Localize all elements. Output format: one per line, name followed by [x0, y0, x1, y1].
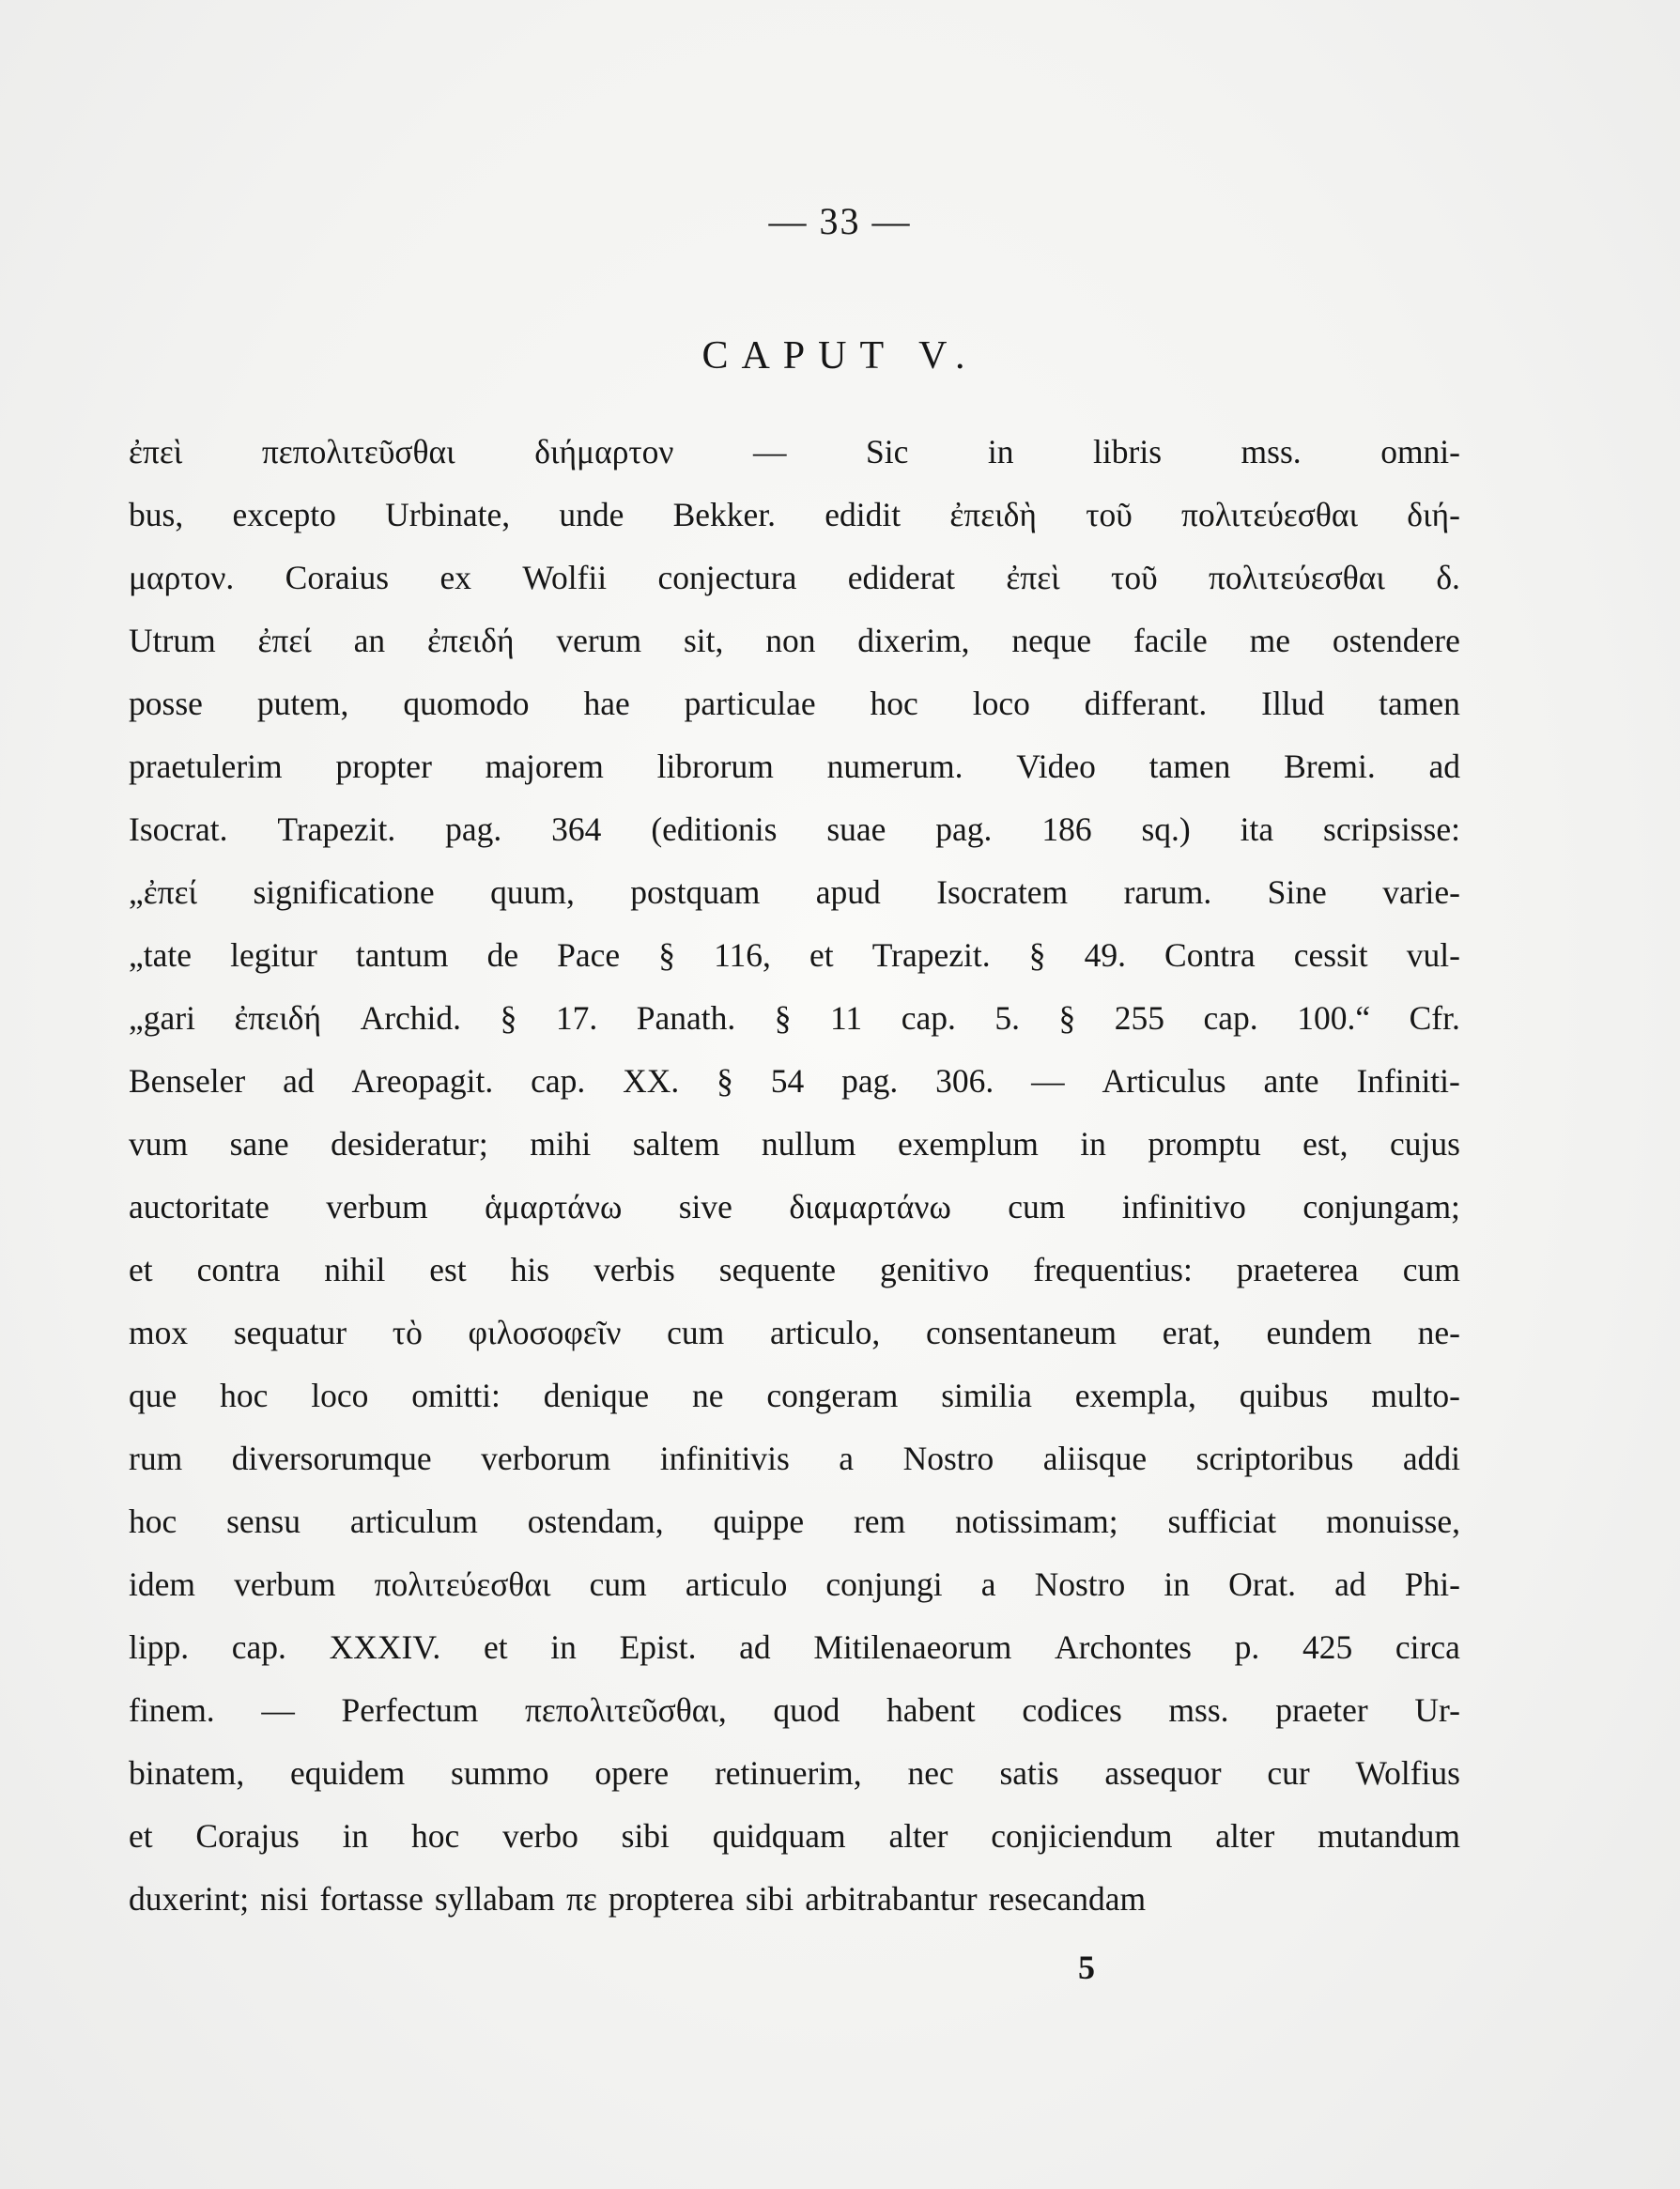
text-line: que hoc loco omitti: denique ne congeram similia exempla, quibus multo-	[129, 1377, 1460, 1414]
text-line: et contra nihil est his verbis sequente genitivo frequentius: praeterea cum	[129, 1251, 1460, 1288]
text-line: et Corajus in hoc verbo sibi quidquam alter conjiciendum alter mutandum	[129, 1817, 1460, 1855]
text-line: duxerint; nisi fortasse syllabam πε propterea sibi arbitrabantur resecandam	[129, 1880, 1147, 1918]
text-line: bus, excepto Urbinate, unde Bekker. edidit ἐπειδὴ τοῦ πολιτεύεσθαι διή-	[129, 496, 1460, 533]
text-line: hoc sensu articulum ostendam, quippe rem notissimam; sufficiat monuisse,	[129, 1503, 1460, 1540]
text-line: Isocrat. Trapezit. pag. 364 (editionis suae pag. 186 sq.) ita scripsisse:	[129, 810, 1460, 848]
text-line: mox sequatur τὸ φιλοσοφεῖν cum articulo, consentaneum erat, eundem ne-	[129, 1314, 1460, 1351]
text-line: „gari ἐπειδή Archid. § 17. Panath. § 11 cap. 5. § 255 cap. 100.“ Cfr.	[129, 999, 1460, 1037]
text-line: lipp. cap. XXXIV. et in Epist. ad Mitilenaeorum Archontes p. 425 circa	[129, 1628, 1460, 1666]
text-line: Benseler ad Areopagit. cap. XX. § 54 pag. 306. — Articulus ante Infiniti-	[129, 1062, 1460, 1100]
text-line: auctoritate verbum ἁμαρτάνω sive διαμαρτάνω cum infinitivo conjungam;	[129, 1188, 1460, 1226]
text-line: praetulerim propter majorem librorum numerum. Video tamen Bremi. ad	[129, 748, 1460, 785]
body-text	[129, 421, 1460, 1931]
text-line: vum sane desideratur; mihi saltem nullum exemplum in promptu est, cujus	[129, 1125, 1460, 1163]
page-number: — 33 —	[768, 200, 912, 242]
text-line: posse putem, quomodo hae particulae hoc loco differant. Illud tamen	[129, 685, 1460, 722]
text-line: „ἐπεί significatione quum, postquam apud Isocratem rarum. Sine varie-	[129, 873, 1460, 911]
text-line: „tate legitur tantum de Pace § 116, et Trapezit. § 49. Contra cessit vul-	[129, 936, 1460, 974]
chapter-heading: CAPUT V.	[701, 334, 979, 378]
text-line: binatem, equidem summo opere retinuerim, nec satis assequor cur Wolfius	[129, 1754, 1460, 1792]
text-line: μαρτον. Coraius ex Wolfii conjectura ediderat ἐπεὶ τοῦ πολιτεύεσθαι δ.	[129, 559, 1460, 596]
text-line: Utrum ἐπεί an ἐπειδή verum sit, non dixerim, neque facile me ostendere	[129, 622, 1460, 659]
text-line: idem verbum πολιτεύεσθαι cum articulo conjungi a Nostro in Orat. ad Phi-	[129, 1565, 1460, 1603]
signature-mark: 5	[1078, 1949, 1095, 1986]
text-line: finem. — Perfectum πεπολιτεῦσθαι, quod habent codices mss. praeter Ur-	[129, 1691, 1460, 1729]
text-line: ἐπεὶ πεπολιτεῦσθαι διήμαρτον — Sic in libris mss. omni-	[129, 433, 1460, 470]
text-line: rum diversorumque verborum infinitivis a Nostro aliisque scriptoribus addi	[129, 1440, 1460, 1477]
